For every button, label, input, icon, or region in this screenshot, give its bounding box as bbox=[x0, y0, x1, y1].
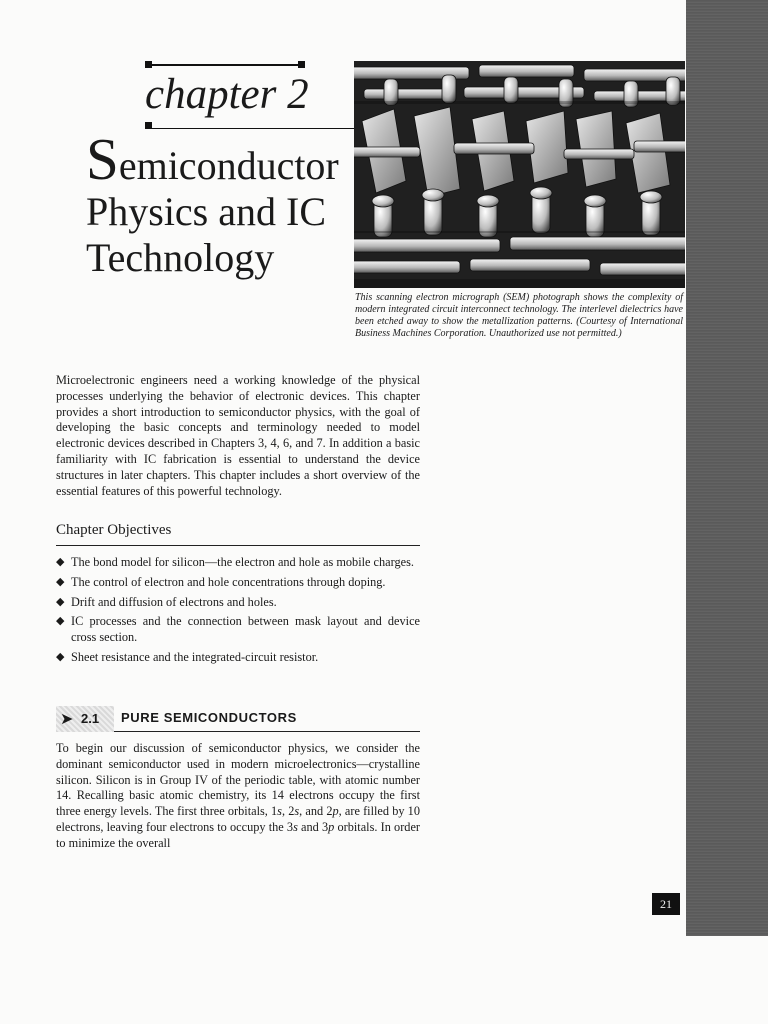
body-text-run: p bbox=[332, 804, 339, 819]
sem-micrograph-drawing bbox=[354, 61, 685, 288]
body-text-run: , and 2 bbox=[299, 804, 333, 819]
section-number: 2.1 bbox=[81, 711, 100, 726]
diamond-bullet-icon: ◆ bbox=[56, 575, 65, 588]
section-title: PURE SEMICONDUCTORS bbox=[121, 710, 297, 725]
objective-text: The bond model for silicon—the electron and hole as mobile charges. bbox=[71, 555, 414, 569]
body-text-run: To begin our discussion of semiconductor physics, we consider the dominant semiconductor used in modern microelectronics—crystalline silicon. Silicon is in Group IV of the periodic table, with atomic number 14. Recalling basic atomic chemistry, its 14 electrons occupy the first three energy levels. The first three orbitals, 1 bbox=[56, 741, 420, 819]
objective-text: Sheet resistance and the integrated-circuit resistor. bbox=[71, 649, 319, 664]
caption-text: This scanning electron micrograph (SEM) photograph shows the complexity of modern integrated circuit interconnect technology. The interlevel dielectrics have been etched away to show the metallization patterns. (Courtesy of bbox=[355, 292, 683, 327]
objective-item bbox=[56, 555, 420, 571]
chapter-title-line-1 bbox=[86, 126, 339, 192]
objective-item bbox=[56, 650, 420, 666]
page-number: 21 bbox=[652, 893, 680, 915]
objective-text: The control of electron and hole concentrations through doping. bbox=[71, 574, 386, 589]
intro-paragraph: Microelectronic engineers need a working knowledge of the physical processes underlying the behavior of electronic devices. This chapter provides a short introduction to semiconductor physics, with the goal of developing the basic concepts and terminology needed to model electronic devices described in Chapters 3, 4, 6, and 7. In addition a basic familiarity with IC fabrication is essential to understand the device structures in later chapters. This chapter includes a short overview of the essential features of this powerful technology. bbox=[56, 373, 420, 498]
objective-text: IC processes and the connection between mask layout and device cross section. bbox=[71, 614, 420, 645]
chapter-title bbox=[86, 126, 339, 281]
body-text-run: orbitals. In order to minimize the overall bbox=[56, 819, 420, 850]
diamond-bullet-icon: ◆ bbox=[56, 595, 65, 608]
objective-item bbox=[56, 614, 420, 646]
objective-item bbox=[56, 595, 420, 611]
title-line-1-rest: emiconductor bbox=[118, 143, 339, 188]
objective-text: Drift and diffusion of electrons and holes. bbox=[71, 594, 277, 609]
caption-text: . Unauthorized use not permitted.) bbox=[483, 328, 622, 339]
objective-item bbox=[56, 575, 420, 591]
sem-micrograph-image bbox=[354, 61, 685, 288]
section-rule bbox=[114, 731, 420, 732]
body-text-run: p bbox=[328, 819, 335, 834]
diamond-bullet-icon: ◆ bbox=[56, 556, 65, 568]
chapter-label: chapter 2 bbox=[145, 71, 309, 118]
diamond-bullet-icon: ◆ bbox=[56, 650, 65, 663]
diamond-bullet-icon: ◆ bbox=[56, 615, 65, 628]
chapter-top-rule bbox=[147, 64, 303, 66]
arrow-icon: ➤ bbox=[60, 709, 74, 728]
objectives-rule bbox=[56, 545, 420, 546]
section-number-tag bbox=[56, 706, 114, 732]
objectives-heading: Chapter Objectives bbox=[56, 522, 172, 538]
body-text-run: , are filled by 10 electrons, leaving four electrons to occupy the 3 bbox=[56, 804, 420, 834]
body-text-run: s bbox=[294, 804, 300, 819]
chapter-title-line-2: Physics and IC bbox=[86, 189, 326, 234]
body-text-run: s bbox=[277, 804, 282, 819]
chapter-title-line-3: Technology bbox=[86, 235, 275, 280]
section-heading bbox=[56, 706, 420, 730]
objectives-list bbox=[56, 555, 420, 670]
body-text-run: s bbox=[293, 819, 298, 834]
title-drop-cap: S bbox=[86, 126, 119, 192]
caption-text: International Business Machines Corporation bbox=[355, 316, 683, 339]
body-text-run: , 2 bbox=[281, 804, 295, 819]
chapter-label-rule bbox=[147, 128, 354, 129]
body-text-run: and 3 bbox=[297, 819, 329, 834]
photo-caption bbox=[355, 292, 683, 340]
page-edge-strip bbox=[686, 0, 768, 936]
section-body-paragraph bbox=[56, 741, 420, 852]
